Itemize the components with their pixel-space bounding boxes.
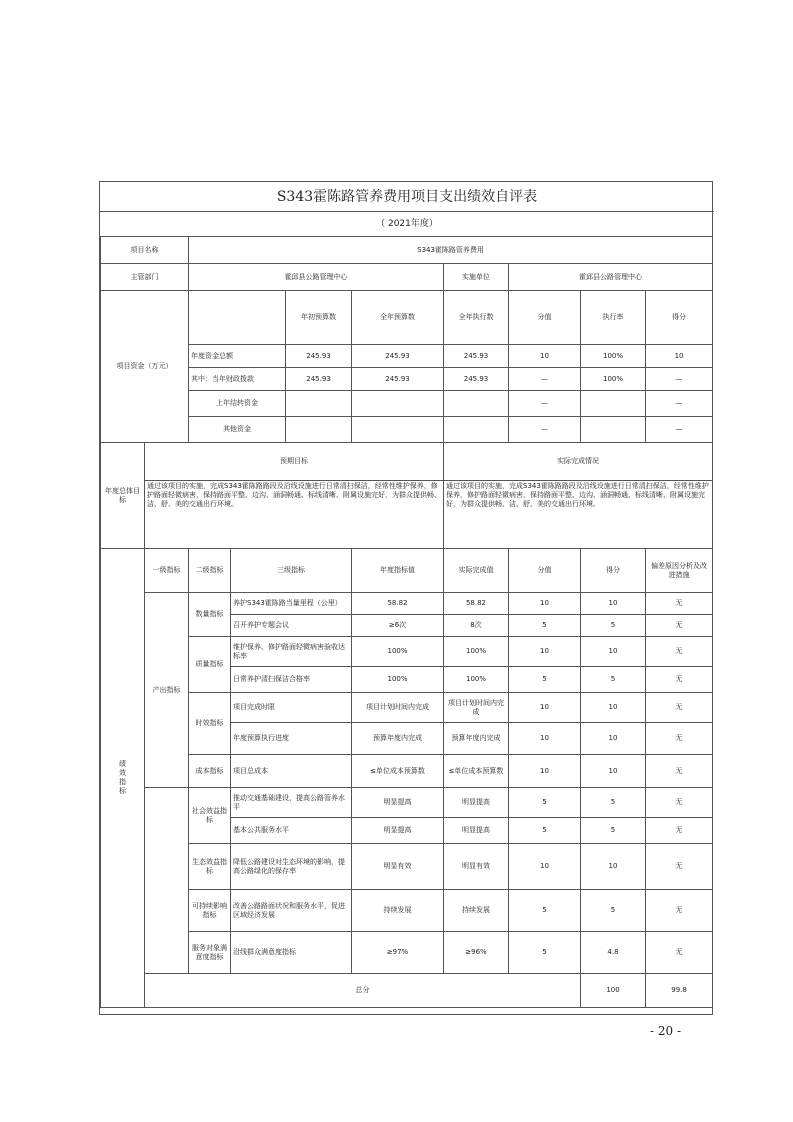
impl-label: 实施单位 [444, 264, 509, 291]
funds-cell: — [646, 368, 713, 391]
ind-actual: 100% [444, 667, 509, 693]
ind-name: 项目完成时限 [231, 693, 352, 723]
total-score: 100 [581, 974, 646, 1008]
ind-got: 5 [581, 818, 646, 844]
ind-got: 5 [581, 890, 646, 932]
sheet-year: （ 2021年度） [376, 219, 438, 229]
ind-target: 预算年度内完成 [352, 723, 444, 755]
ind-actual: ≤单位成本预算数 [444, 755, 509, 788]
ind-target: 明显有效 [352, 844, 444, 890]
funds-header: 分值 [509, 291, 581, 345]
goal-header-row [101, 443, 713, 481]
ind-actual: 明显提高 [444, 788, 509, 818]
funds-header: 年初预算数 [286, 291, 352, 345]
indicators-label: 绩效指标 [101, 549, 145, 1008]
level2-quality: 质量指标 [189, 637, 231, 693]
ind-target: 明显提高 [352, 788, 444, 818]
goal-actual-label: 实际完成情况 [444, 443, 713, 481]
ind-dev: 无 [646, 615, 713, 637]
ind-target: 58.82 [352, 593, 444, 615]
ind-header: 实际完成值 [444, 549, 509, 593]
ind-target: 明显提高 [352, 818, 444, 844]
indicator-row [101, 844, 713, 890]
funds-header: 执行率 [581, 291, 646, 345]
goal-actual-text: 通过该项目的实施，完成S343霍陈路路段及沿线设施进行日常清扫保洁，经常性维护保养，修护路面轻微病害，保持路面平整、边沟、涵洞畅通、标线清晰、附属设施完好，为群众提供畅、洁、舒、美的交通出行环境。 [444, 481, 713, 549]
funds-cell: — [646, 391, 713, 417]
funds-row-name: 其他资金 [189, 417, 286, 443]
project-name-row [101, 237, 713, 264]
ind-score: 5 [509, 818, 581, 844]
page-number: - 20 - [650, 1024, 682, 1038]
ind-header: 分值 [509, 549, 581, 593]
funds-header-blank [189, 291, 286, 345]
ind-name: 日常养护清扫保洁合格率 [231, 667, 352, 693]
ind-actual: 明显提高 [444, 818, 509, 844]
funds-cell: 10 [646, 345, 713, 368]
funds-cell: 245.93 [352, 345, 444, 368]
indicator-header-row [101, 549, 713, 593]
ind-actual: 100% [444, 637, 509, 667]
level1-benefit [145, 788, 189, 974]
funds-cell: — [509, 417, 581, 443]
ind-actual: ≥96% [444, 932, 509, 974]
funds-cell [444, 417, 509, 443]
ind-got: 5 [581, 667, 646, 693]
funds-cell: — [646, 417, 713, 443]
funds-cell [581, 417, 646, 443]
ind-dev: 无 [646, 890, 713, 932]
total-got: 99.8 [646, 974, 713, 1008]
funds-cell: — [509, 391, 581, 417]
ind-score: 10 [509, 693, 581, 723]
funds-cell: 245.93 [286, 345, 352, 368]
ind-score: 5 [509, 615, 581, 637]
funds-cell [286, 391, 352, 417]
ind-header: 得分 [581, 549, 646, 593]
indicator-row [101, 932, 713, 974]
ind-name: 基本公共服务水平 [231, 818, 352, 844]
ind-actual: 8次 [444, 615, 509, 637]
ind-score: 10 [509, 755, 581, 788]
level2-quantity: 数量指标 [189, 593, 231, 637]
ind-name: 维护保养、修护路面轻微病害验收达标率 [231, 637, 352, 667]
funds-row [101, 345, 713, 368]
total-label: 总分 [145, 974, 581, 1008]
ind-score: 5 [509, 890, 581, 932]
ind-got: 5 [581, 615, 646, 637]
funds-cell: 245.93 [352, 368, 444, 391]
ind-target: 持续发展 [352, 890, 444, 932]
funds-cell [444, 391, 509, 417]
ind-score: 10 [509, 723, 581, 755]
ind-dev: 无 [646, 637, 713, 667]
ind-name: 年度预算执行进度 [231, 723, 352, 755]
ind-target: ≥97% [352, 932, 444, 974]
ind-got: 10 [581, 755, 646, 788]
funds-row-name: 年度资金总额 [189, 345, 286, 368]
ind-score: 10 [509, 637, 581, 667]
ind-score: 5 [509, 932, 581, 974]
dept-value: 霍邱县公路管理中心 [189, 264, 444, 291]
level2-time: 时效指标 [189, 693, 231, 755]
dept-row [101, 264, 713, 291]
evaluation-table [100, 236, 713, 1008]
ind-name: 养护S343霍陈路当量里程（公里） [231, 593, 352, 615]
funds-cell: 100% [581, 368, 646, 391]
goal-expected-label: 预期目标 [145, 443, 444, 481]
ind-name: 召开养护专题会议 [231, 615, 352, 637]
goal-text-row [101, 481, 713, 549]
ind-actual: 58.82 [444, 593, 509, 615]
indicator-row [101, 890, 713, 932]
ind-name: 改善公路路面状况和服务水平，促进区域经济发展 [231, 890, 352, 932]
funds-cell: 100% [581, 345, 646, 368]
indicator-row [101, 693, 713, 723]
ind-target: 100% [352, 637, 444, 667]
ind-got: 10 [581, 637, 646, 667]
impl-value: 霍邱县公路管理中心 [509, 264, 713, 291]
ind-target: 100% [352, 667, 444, 693]
ind-dev: 无 [646, 755, 713, 788]
ind-dev: 无 [646, 932, 713, 974]
indicator-row [101, 788, 713, 818]
sheet-title: S343霍陈路管养费用项目支出绩效自评表 [100, 182, 714, 212]
ind-got: 10 [581, 693, 646, 723]
ind-got: 10 [581, 844, 646, 890]
ind-target: ≥6次 [352, 615, 444, 637]
funds-cell: — [509, 368, 581, 391]
ind-actual: 明显有效 [444, 844, 509, 890]
indicator-row [101, 593, 713, 615]
funds-row [101, 368, 713, 391]
evaluation-sheet [99, 181, 713, 1015]
ind-actual: 持续发展 [444, 890, 509, 932]
funds-row-name: 其中：当年财政拨款 [189, 368, 286, 391]
ind-dev: 无 [646, 693, 713, 723]
indicator-row [101, 637, 713, 667]
funds-header-row [101, 291, 713, 345]
funds-header: 得分 [646, 291, 713, 345]
ind-score: 10 [509, 844, 581, 890]
funds-cell [581, 391, 646, 417]
ind-got: 5 [581, 788, 646, 818]
level1-output: 产出指标 [145, 593, 189, 788]
ind-dev: 无 [646, 788, 713, 818]
level2-service: 服务对象满意度指标 [189, 932, 231, 974]
ind-name: 沿线群众满意度指标 [231, 932, 352, 974]
funds-cell: 10 [509, 345, 581, 368]
ind-name: 降低公路建设对生态环境的影响，提高公路绿化的保存率 [231, 844, 352, 890]
ind-dev: 无 [646, 818, 713, 844]
ind-got: 10 [581, 723, 646, 755]
goal-label: 年度总体目标 [101, 443, 145, 549]
ind-header: 二级指标 [189, 549, 231, 593]
project-name-value: S343霍陈路管养费用 [189, 237, 713, 264]
funds-cell [352, 391, 444, 417]
ind-name: 推动交通基础建设，提高公路管养水平 [231, 788, 352, 818]
project-name-label: 项目名称 [101, 237, 189, 264]
ind-dev: 无 [646, 593, 713, 615]
ind-dev: 无 [646, 723, 713, 755]
level2-social: 社会效益指标 [189, 788, 231, 844]
ind-got: 4.8 [581, 932, 646, 974]
ind-target: 项目计划时间内完成 [352, 693, 444, 723]
level2-sustain: 可持续影响指标 [189, 890, 231, 932]
ind-actual: 项目计划时间内完成 [444, 693, 509, 723]
level2-cost: 成本指标 [189, 755, 231, 788]
funds-cell [352, 417, 444, 443]
ind-got: 10 [581, 593, 646, 615]
funds-cell [286, 417, 352, 443]
funds-cell: 245.93 [444, 368, 509, 391]
funds-row [101, 391, 713, 417]
ind-header: 一级指标 [145, 549, 189, 593]
funds-row-name: 上年结转资金 [189, 391, 286, 417]
ind-score: 5 [509, 788, 581, 818]
ind-score: 10 [509, 593, 581, 615]
ind-name: 项目总成本 [231, 755, 352, 788]
ind-header: 三级指标 [231, 549, 352, 593]
ind-target: ≤单位成本预算数 [352, 755, 444, 788]
goal-expected-text: 通过该项目的实施，完成S343霍陈路路段及沿线设施进行日常清扫保洁，经常性维护保养，修护路面轻微病害，保持路面平整、边沟、涵洞畅通、标线清晰、附属设施完好，为群众提供畅、洁、舒、美的交通出行环境。 [145, 481, 444, 549]
funds-header: 全年预算数 [352, 291, 444, 345]
funds-row [101, 417, 713, 443]
level2-eco: 生态效益指标 [189, 844, 231, 890]
ind-score: 5 [509, 667, 581, 693]
dept-label: 主管部门 [101, 264, 189, 291]
ind-header: 年度指标值 [352, 549, 444, 593]
funds-header: 全年执行数 [444, 291, 509, 345]
ind-dev: 无 [646, 844, 713, 890]
funds-cell: 245.93 [444, 345, 509, 368]
funds-cell: 245.93 [286, 368, 352, 391]
total-row [101, 974, 713, 1008]
ind-dev: 无 [646, 667, 713, 693]
ind-actual: 预算年度内完成 [444, 723, 509, 755]
ind-header: 偏差原因分析及改进措施 [646, 549, 713, 593]
indicator-row [101, 755, 713, 788]
funds-label: 项目资金（万元） [101, 291, 189, 443]
